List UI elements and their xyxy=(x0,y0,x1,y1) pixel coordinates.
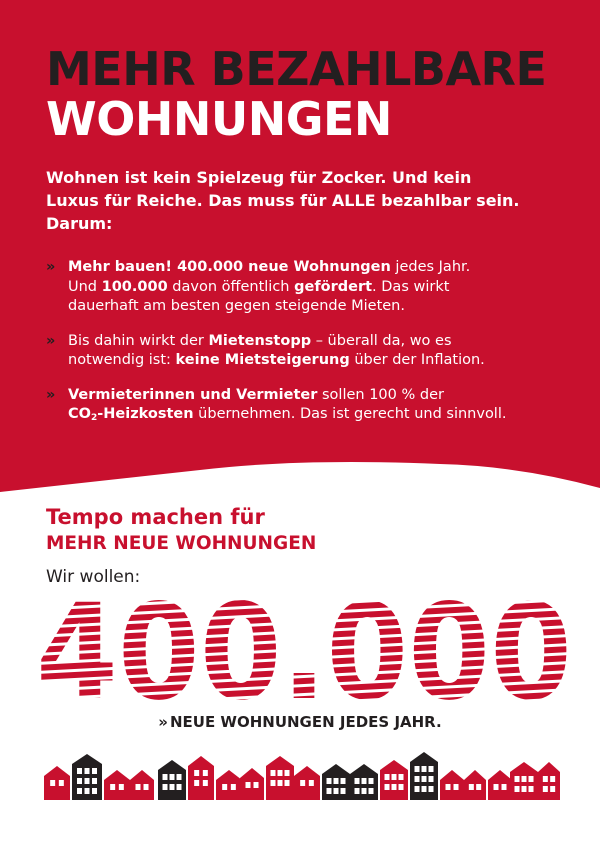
house-window xyxy=(392,784,397,790)
demand-1-bold-3: gefördert xyxy=(294,278,373,295)
house-window xyxy=(355,788,360,794)
demand-1-text-3: davon öffentlich xyxy=(167,278,295,295)
demand-2-text-1: Bis dahin wirkt der xyxy=(68,332,209,349)
house-window xyxy=(77,778,82,784)
co2-subscript: 2 xyxy=(90,413,98,423)
house-window xyxy=(415,766,420,772)
house-window xyxy=(355,778,360,784)
house-window xyxy=(422,776,427,782)
house-window xyxy=(369,788,374,794)
house-window xyxy=(278,770,283,776)
demand-1-text-2: Und xyxy=(68,278,102,295)
house-window xyxy=(422,786,427,792)
house-window xyxy=(163,784,168,790)
house-shape xyxy=(538,762,560,800)
demand-3-bold-1: Vermieterinnen und Vermieter xyxy=(68,386,318,403)
house-shape xyxy=(188,756,214,800)
house-shape xyxy=(104,770,130,800)
wir-wollen-label: Wir wollen: xyxy=(46,567,141,587)
subheading xyxy=(46,504,316,558)
house-window xyxy=(85,768,90,774)
house-shape xyxy=(216,770,242,800)
house-window xyxy=(285,780,290,786)
house-window xyxy=(194,780,199,786)
demand-1-text-4: . Das wirkt xyxy=(372,278,450,295)
demand-3-text-1: sollen 100 % der xyxy=(317,386,444,403)
house-window xyxy=(362,778,367,784)
house-window xyxy=(392,774,397,780)
house-shape xyxy=(266,756,294,800)
headline-line-2: WOHNUNGEN xyxy=(46,92,392,146)
demand-3-bold-2 xyxy=(68,406,194,422)
intro-text xyxy=(46,166,556,235)
intro-line-3: Darum: xyxy=(46,214,113,233)
demand-item-3 xyxy=(46,386,566,429)
house-window xyxy=(446,784,451,790)
house-shape xyxy=(44,766,70,800)
house-window xyxy=(399,774,404,780)
house-window xyxy=(399,784,404,790)
house-window xyxy=(144,784,149,790)
house-window xyxy=(429,776,434,782)
house-window xyxy=(77,768,82,774)
house-window xyxy=(77,788,82,794)
house-shape xyxy=(464,770,486,800)
tagline-text: NEUE WOHNUNGEN JEDES JAHR. xyxy=(169,713,442,731)
house-window xyxy=(59,780,64,786)
house-window xyxy=(254,782,259,788)
house-window xyxy=(50,780,55,786)
demand-1-bold-1: Mehr bauen! 400.000 neue Wohnungen xyxy=(68,259,391,275)
house-window xyxy=(529,776,534,782)
co2-co: CO xyxy=(68,406,91,422)
house-window xyxy=(136,784,141,790)
house-shape xyxy=(440,770,464,800)
demand-1-bold-2: 100.000 xyxy=(101,278,168,295)
house-window xyxy=(170,784,175,790)
subheading-line-1: Tempo machen für xyxy=(46,505,265,529)
house-window xyxy=(203,780,208,786)
house-window xyxy=(92,778,97,784)
demand-2-text-2: – überall da, wo es xyxy=(311,332,452,349)
house-shape xyxy=(294,766,320,800)
house-window xyxy=(222,784,227,790)
house-window xyxy=(285,770,290,776)
double-chevron-right-icon: » xyxy=(46,332,54,349)
house-window xyxy=(194,770,199,776)
row-of-houses-icon xyxy=(40,744,560,804)
demand-2-bold-1: Mietenstopp xyxy=(208,332,312,349)
intro-line-1: Wohnen ist kein Spielzeug für Zocker. Und kein xyxy=(46,168,472,187)
house-window xyxy=(385,774,390,780)
demand-2-bold-2: keine Mietsteigerung xyxy=(175,352,350,368)
house-window xyxy=(92,768,97,774)
house-window xyxy=(177,774,182,780)
house-window xyxy=(327,788,332,794)
big-number-graphic xyxy=(34,584,574,714)
house-shape xyxy=(488,770,512,800)
house-window xyxy=(341,778,346,784)
house-window xyxy=(543,776,548,782)
demands-list xyxy=(46,258,566,444)
house-window xyxy=(278,780,283,786)
big-number-400000: 400.000 xyxy=(36,584,572,714)
house-window xyxy=(494,784,499,790)
house-window xyxy=(415,786,420,792)
house-window xyxy=(334,788,339,794)
house-window xyxy=(119,784,124,790)
demand-3-text-2: übernehmen. Das ist gerecht und sinnvoll. xyxy=(193,406,507,422)
house-window xyxy=(529,786,534,792)
house-window xyxy=(385,784,390,790)
demand-1-text-5: dauerhaft am besten gegen steigende Mieten. xyxy=(68,298,405,314)
house-window xyxy=(369,778,374,784)
house-shape xyxy=(130,770,154,800)
house-window xyxy=(454,784,459,790)
house-window xyxy=(300,780,305,786)
house-window xyxy=(515,786,520,792)
house-window xyxy=(543,786,548,792)
demand-item-2 xyxy=(46,332,566,371)
subheading-line-2: MEHR NEUE WOHNUNGEN xyxy=(46,533,317,554)
house-window xyxy=(110,784,115,790)
house-window xyxy=(341,788,346,794)
co2-heizkosten: -Heizkosten xyxy=(97,406,194,422)
house-window xyxy=(85,778,90,784)
house-shape xyxy=(240,768,264,800)
house-window xyxy=(422,766,427,772)
headline-line-1: MEHR BEZAHLBARE xyxy=(46,42,547,96)
double-chevron-right-icon: » xyxy=(158,713,166,731)
demand-item-1 xyxy=(46,258,566,317)
house-window xyxy=(203,770,208,776)
house-window xyxy=(309,780,314,786)
tagline xyxy=(0,712,600,732)
house-window xyxy=(163,774,168,780)
house-window xyxy=(415,776,420,782)
house-window xyxy=(429,766,434,772)
house-window xyxy=(271,780,276,786)
house-window xyxy=(502,784,507,790)
house-window xyxy=(362,788,367,794)
house-window xyxy=(550,786,555,792)
house-window xyxy=(515,776,520,782)
house-window xyxy=(85,788,90,794)
house-window xyxy=(231,784,236,790)
demand-1-text-1: jedes Jahr. xyxy=(390,259,471,275)
demand-2-text-4: über der Inflation. xyxy=(349,352,485,368)
house-window xyxy=(246,782,251,788)
demand-2-text-3: notwendig ist: xyxy=(68,352,176,368)
house-window xyxy=(522,776,527,782)
house-window xyxy=(327,778,332,784)
house-window xyxy=(92,788,97,794)
house-window xyxy=(476,784,481,790)
house-window xyxy=(429,786,434,792)
headline xyxy=(46,44,566,144)
house-window xyxy=(271,770,276,776)
house-window xyxy=(334,778,339,784)
house-window xyxy=(177,784,182,790)
house-window xyxy=(550,776,555,782)
house-window xyxy=(469,784,474,790)
house-window xyxy=(170,774,175,780)
house-window xyxy=(522,786,527,792)
intro-line-2: Luxus für Reiche. Das muss für ALLE bezahlbar sein. xyxy=(46,191,520,210)
double-chevron-right-icon: » xyxy=(46,259,54,275)
double-chevron-right-icon: » xyxy=(46,386,54,403)
